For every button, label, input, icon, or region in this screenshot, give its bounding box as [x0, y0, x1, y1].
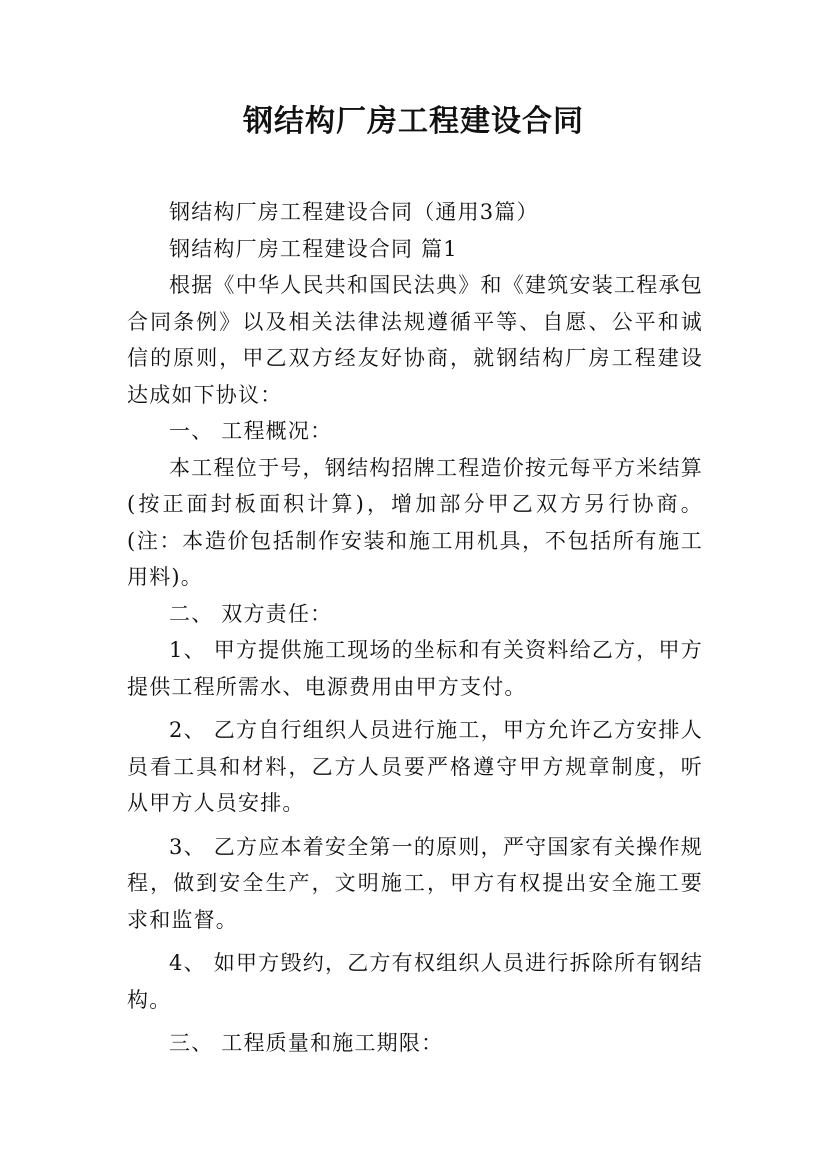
paragraph-collection-title: 钢结构厂房工程建设合同（通用3篇） — [169, 200, 539, 224]
document-body — [127, 194, 703, 1062]
document-title: 钢结构厂房工程建设合同 — [243, 104, 584, 139]
paragraph-project-overview: 本工程位于号，钢结构招牌工程造价按元每平方米结算(按正面封板面积计算)，增加部分甲乙双方另行协商。(注：本造价包括制作安装和施工用机具，不包括所有施工用料)。 — [127, 455, 703, 589]
clause-2: 2、 乙方自行组织人员进行施工，甲方允许乙方安排人员看工具和材料，乙方人员要严格遵守甲方规章制度，听从甲方人员安排。 — [127, 718, 703, 815]
section-heading-3: 三、 工程质量和施工期限： — [169, 1031, 444, 1055]
clause-1: 1、 甲方提供施工现场的坐标和有关资料给乙方，甲方提供工程所需水、电源费用由甲方支付。 — [127, 638, 703, 699]
section-heading-2: 二、 双方责任： — [169, 601, 333, 626]
paragraph-article-heading: 钢结构厂房工程建设合同 篇1 — [169, 236, 458, 261]
section-heading-1: 一、 工程概况： — [169, 419, 333, 443]
paragraph-preamble: 根据《中华人民共和国民法典》和《建筑安装工程承包合同条例》以及相关法律法规遵循平等、自愿、公平和诚信的原则，甲乙双方经友好协商，就钢结构厂房工程建设达成如下协议： — [127, 273, 703, 407]
clause-4: 4、 如甲方毁约，乙方有权组织人员进行拆除所有钢结构。 — [127, 951, 703, 1012]
clause-3: 3、 乙方应本着安全第一的原则，严守国家有关操作规程，做到安全生产，文明施工，甲方有权提出安全施工要求和监督。 — [127, 834, 703, 932]
